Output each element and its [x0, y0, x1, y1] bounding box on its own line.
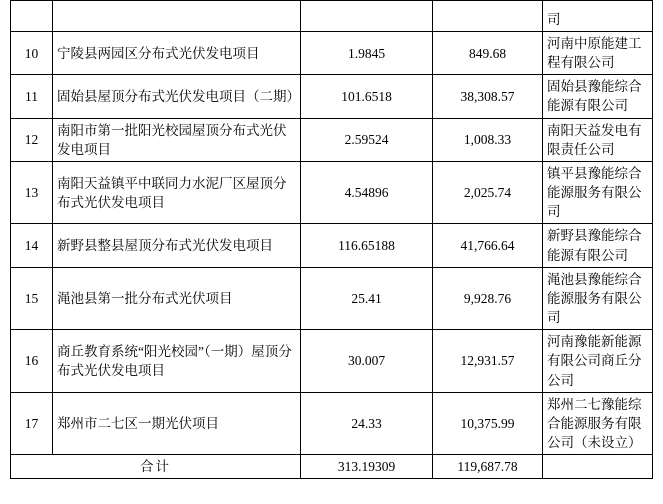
cell-owner: 渑池县豫能综合能源服务有限公司 — [543, 267, 653, 329]
cell-amount: 41,766.64 — [433, 224, 543, 267]
cell-owner: 固始县豫能综合能源有限公司 — [543, 75, 653, 118]
cell-capacity — [301, 1, 433, 32]
cell-capacity: 116.65188 — [301, 224, 433, 267]
cell-amount: 38,308.57 — [433, 75, 543, 118]
projects-table — [10, 0, 653, 479]
cell-index — [11, 1, 53, 32]
cell-owner: 河南中原能建工程有限公司 — [543, 32, 653, 75]
cell-owner: 司 — [543, 1, 653, 32]
cell-index: 13 — [11, 161, 53, 223]
table-row — [11, 330, 653, 392]
cell-project-name — [53, 1, 301, 32]
table-row — [11, 224, 653, 267]
cell-index: 10 — [11, 32, 53, 75]
cell-amount: 10,375.99 — [433, 392, 543, 454]
table-body — [11, 1, 653, 479]
table-row — [11, 392, 653, 454]
table-row-partial — [11, 1, 653, 32]
cell-total-owner — [543, 455, 653, 479]
cell-amount — [433, 1, 543, 32]
cell-amount: 1,008.33 — [433, 118, 543, 161]
cell-project-name: 南阳天益镇平中联同力水泥厂区屋顶分布式光伏发电项目 — [53, 161, 301, 223]
cell-project-name: 南阳市第一批阳光校园屋顶分布式光伏发电项目 — [53, 118, 301, 161]
cell-index: 17 — [11, 392, 53, 454]
table-row — [11, 267, 653, 329]
cell-owner: 镇平县豫能综合能源服务有限公司 — [543, 161, 653, 223]
cell-capacity: 1.9845 — [301, 32, 433, 75]
cell-index: 11 — [11, 75, 53, 118]
cell-capacity: 24.33 — [301, 392, 433, 454]
cell-index: 15 — [11, 267, 53, 329]
cell-total-capacity: 313.19309 — [301, 455, 433, 479]
cell-total-amount: 119,687.78 — [433, 455, 543, 479]
cell-amount: 2,025.74 — [433, 161, 543, 223]
cell-amount: 849.68 — [433, 32, 543, 75]
cell-owner: 河南豫能新能源有限公司商丘分公司 — [543, 330, 653, 392]
cell-owner: 南阳天益发电有限责任公司 — [543, 118, 653, 161]
cell-capacity: 2.59524 — [301, 118, 433, 161]
cell-project-name: 渑池县第一批分布式光伏项目 — [53, 267, 301, 329]
cell-project-name: 固始县屋顶分布式光伏发电项目（二期） — [53, 75, 301, 118]
cell-capacity: 30.007 — [301, 330, 433, 392]
cell-owner: 新野县豫能综合能源有限公司 — [543, 224, 653, 267]
cell-project-name: 商丘教育系统“阳光校园”（一期）屋顶分布式光伏发电项目 — [53, 330, 301, 392]
cell-capacity: 101.6518 — [301, 75, 433, 118]
cell-index: 12 — [11, 118, 53, 161]
cell-amount: 9,928.76 — [433, 267, 543, 329]
cell-amount: 12,931.57 — [433, 330, 543, 392]
cell-index: 16 — [11, 330, 53, 392]
cell-owner: 郑州二七豫能综合能源服务有限公司（未设立） — [543, 392, 653, 454]
cell-project-name: 郑州市二七区一期光伏项目 — [53, 392, 301, 454]
table-row — [11, 118, 653, 161]
cell-project-name: 新野县整县屋顶分布式光伏发电项目 — [53, 224, 301, 267]
cell-capacity: 4.54896 — [301, 161, 433, 223]
cell-total-label: 合计 — [11, 455, 301, 479]
cell-index: 14 — [11, 224, 53, 267]
table-row — [11, 32, 653, 75]
cell-project-name: 宁陵县两园区分布式光伏发电项目 — [53, 32, 301, 75]
cell-capacity: 25.41 — [301, 267, 433, 329]
table-row-total — [11, 455, 653, 479]
table-row — [11, 75, 653, 118]
table-row — [11, 161, 653, 223]
